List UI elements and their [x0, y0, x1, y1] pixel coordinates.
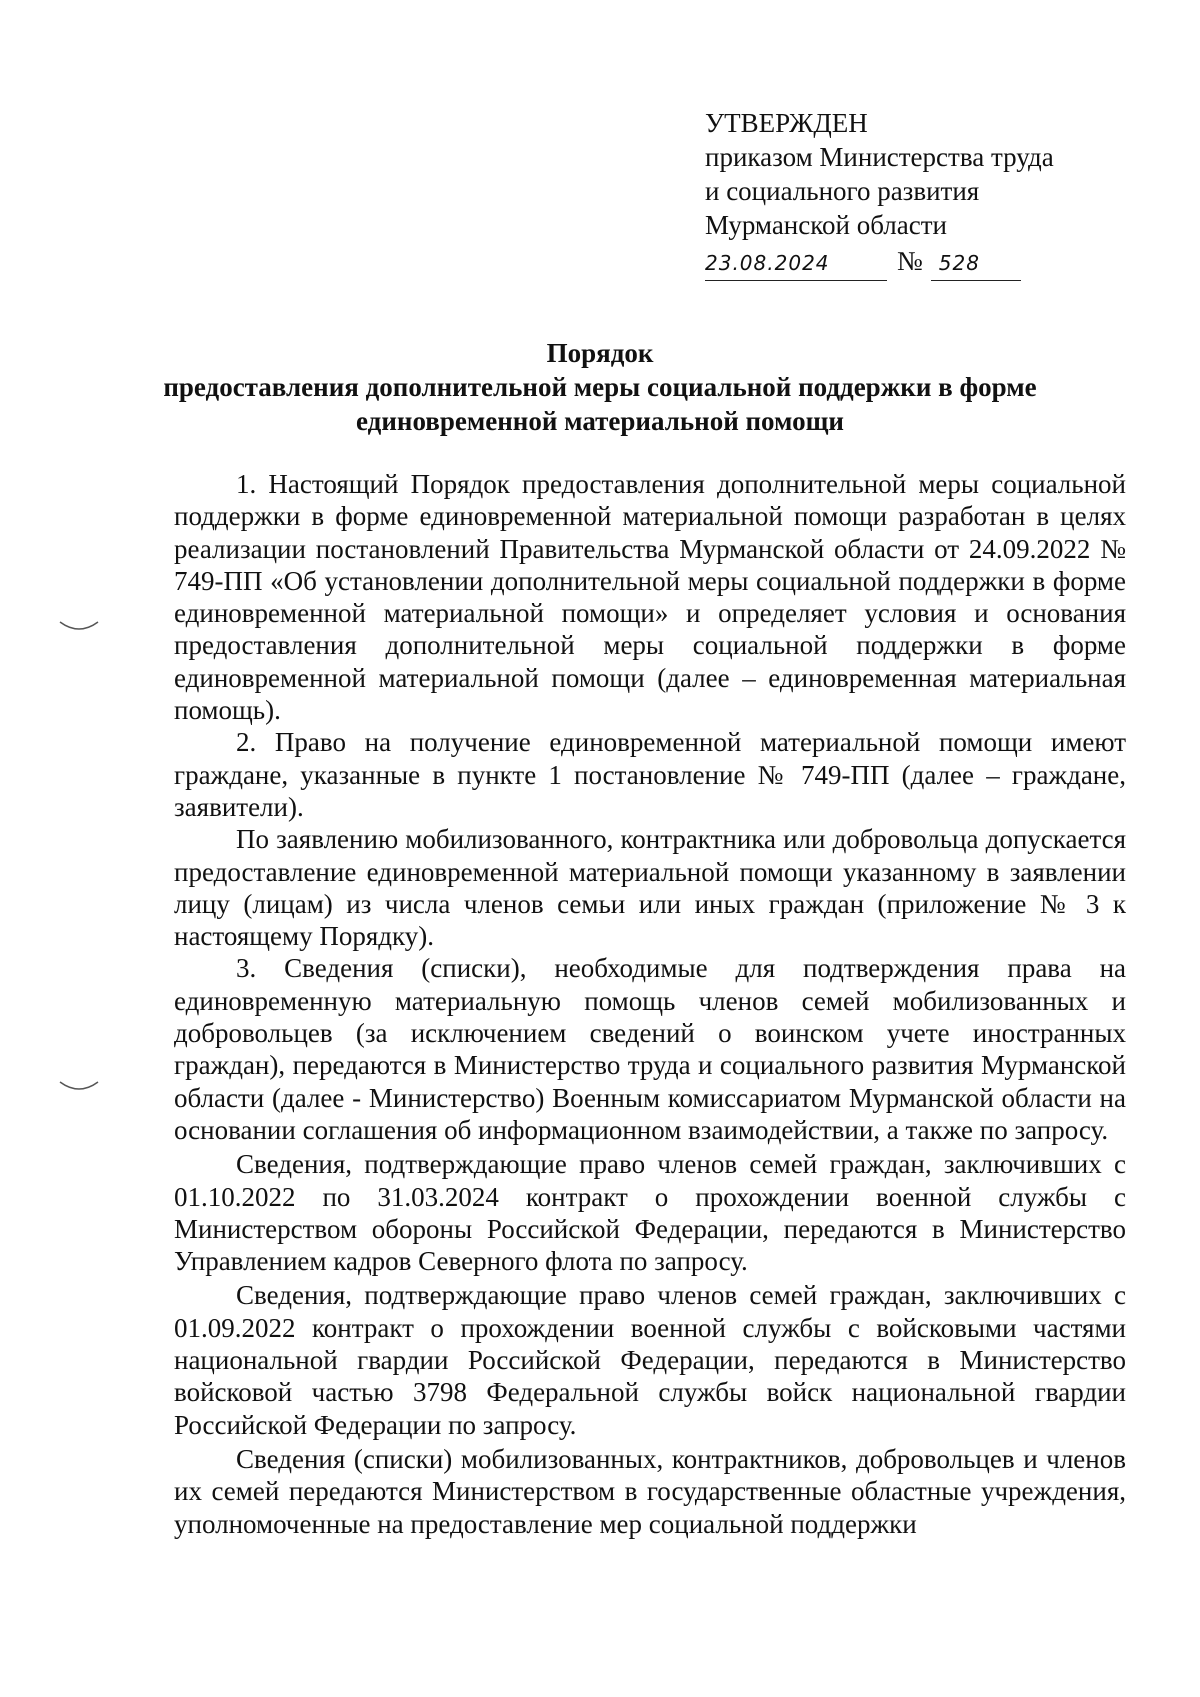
approval-line-1: приказом Министерства труда: [705, 142, 1054, 172]
paragraph-3: По заявлению мобилизованного, контрактника или добровольца допускается предоставление единовременной материальной помощи указанному в заявлении лицу (лицам) из числа членов семьи или иных граждан (приложение № 3 к настоящему Порядку).: [174, 824, 1126, 952]
title-line-3: единовременной материальной помощи: [356, 406, 844, 436]
paragraph-5: Сведения, подтверждающие право членов семей граждан, заключивших с 01.10.2022 по 31.03.2024 контракт о прохождении военной службы с Министерством обороны Российской Федерации, передаются в Министерство Управлением кадров Северного флота по запросу.: [174, 1149, 1126, 1277]
number-sign: №: [897, 246, 923, 276]
title-line-1: Порядок: [546, 338, 654, 368]
paragraph-2: 2. Право на получение единовременной материальной помощи имеют граждане, указанные в пункте 1 постановление № 749-ПП (далее – граждане, заявители).: [174, 727, 1126, 822]
handwritten-date: 23.08.2024: [705, 246, 887, 281]
approval-line-3: Мурманской области: [705, 210, 947, 240]
paragraph-6: Сведения, подтверждающие право членов семей граждан, заключивших с 01.09.2022 контракт о прохождении военной службы с войсковыми частями национальной гвардии Российской Федерации, передаются в Министерство войсковой частью 3798 Федеральной службы войск национальной гвардии Российской Федерации по запросу.: [174, 1280, 1126, 1440]
paragraph-4: 3. Сведения (списки), необходимые для подтверждения права на единовременную материальную помощь членов семей мобилизованных и добровольцев (за исключением сведений о воинском учете иностранных граждан), передаются в Министерство труда и социального развития Мурманской области (далее - Министерство) Военным комиссариатом Мурманской области на основании соглашения об информационном взаимодействии, а также по запросу.: [174, 953, 1126, 1145]
punch-mark-top: [58, 620, 100, 634]
punch-mark-bottom: [58, 1080, 100, 1094]
approval-block: [705, 106, 1054, 281]
title-line-2: предоставления дополнительной меры социальной поддержки в форме: [163, 372, 1037, 402]
approval-line-2: и социального развития: [705, 176, 980, 206]
approval-status: УТВЕРЖДЕН: [705, 108, 868, 138]
document-body: [174, 468, 1126, 1540]
document-title: [150, 336, 1050, 438]
approval-date-number-row: [705, 244, 1054, 281]
paragraph-1: 1. Настоящий Порядок предоставления дополнительной меры социальной поддержки в форме единовременной материальной помощи разработан в целях реализации постановлений Правительства Мурманской области от 24.09.2022 № 749-ПП «Об установлении дополнительной меры социальной поддержки в форме единовременной материальной помощи» и определяет условия и основания предоставления дополнительной меры социальной поддержки в форме единовременной материальной помощи (далее – единовременная материальная помощь).: [174, 469, 1126, 726]
handwritten-order-number: 528: [931, 246, 1021, 281]
paragraph-7: Сведения (списки) мобилизованных, контрактников, добровольцев и членов их семей передаются Министерством в государственные областные учреждения, уполномоченные на предоставление мер социальной поддержки: [174, 1443, 1126, 1539]
